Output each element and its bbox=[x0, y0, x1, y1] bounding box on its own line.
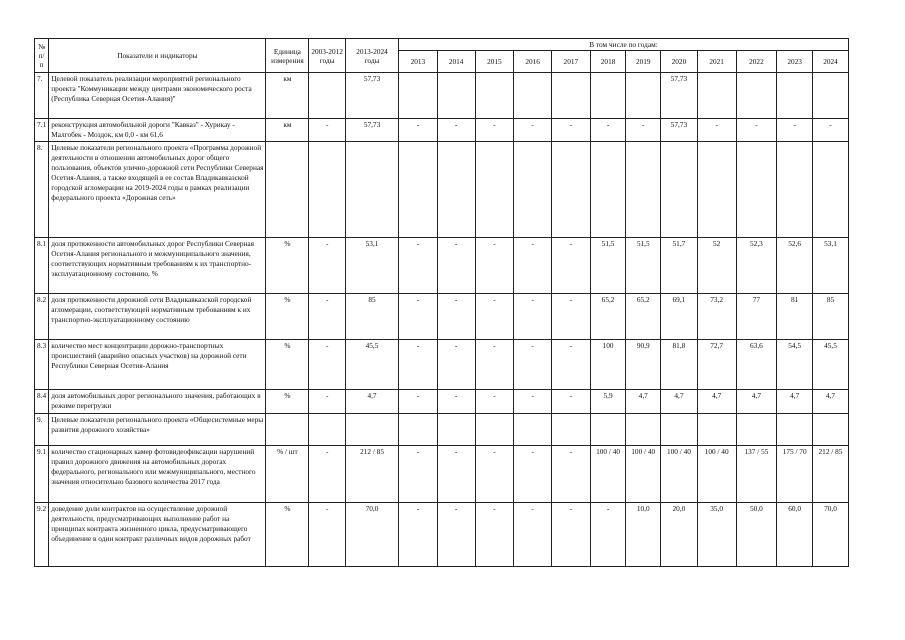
row-year-value bbox=[813, 73, 849, 119]
table-row bbox=[35, 446, 849, 503]
row-year-value: - bbox=[399, 340, 438, 390]
row-year-value: 52 bbox=[697, 238, 736, 294]
row-period-2013-2024: 53,1 bbox=[346, 238, 399, 294]
table-row bbox=[35, 340, 849, 390]
row-year-value bbox=[551, 73, 590, 119]
row-year-value: 60,0 bbox=[777, 503, 813, 567]
row-number: 8. bbox=[35, 142, 49, 238]
row-year-value: - bbox=[514, 446, 552, 503]
row-year-value: - bbox=[475, 446, 514, 503]
row-year-value bbox=[475, 414, 514, 446]
row-year-value bbox=[399, 414, 438, 446]
row-year-value: 100 bbox=[590, 340, 626, 390]
header-unit: Единица измерения bbox=[266, 39, 309, 73]
row-period-2013-2024: 85 bbox=[346, 294, 399, 340]
row-period-2013-2024: 70,0 bbox=[346, 503, 399, 567]
row-year-value: 57,73 bbox=[661, 73, 698, 119]
row-indicator: доля протяженности автомобильных дорог Республики Северная Осетия-Алания регионального и межмуниципального значения, соответствующих нормативным требованиям к их транспортно-эксплуатационному состоянию, % bbox=[49, 238, 266, 294]
row-year-value: 81,8 bbox=[661, 340, 698, 390]
row-year-value bbox=[777, 73, 813, 119]
table-row bbox=[35, 73, 849, 119]
row-indicator: Целевые показатели регионального проекта «Общесистемные меры развития дорожного хозяйства» bbox=[49, 414, 266, 446]
row-period-2003-2012: - bbox=[309, 238, 346, 294]
row-year-value bbox=[626, 414, 661, 446]
indicators-table-sheet bbox=[34, 38, 849, 567]
row-year-value: - bbox=[437, 390, 475, 414]
row-year-value bbox=[514, 73, 552, 119]
row-year-value: - bbox=[551, 503, 590, 567]
row-year-value: - bbox=[437, 503, 475, 567]
table-row bbox=[35, 414, 849, 446]
row-unit bbox=[266, 142, 309, 238]
row-year-value: 4,7 bbox=[626, 390, 661, 414]
header-year: 2022 bbox=[736, 51, 777, 73]
row-year-value: - bbox=[475, 503, 514, 567]
header-year: 2015 bbox=[475, 51, 514, 73]
table-row bbox=[35, 142, 849, 238]
row-year-value: 77 bbox=[736, 294, 777, 340]
row-year-value: - bbox=[437, 119, 475, 142]
row-unit: % bbox=[266, 294, 309, 340]
header-year: 2024 bbox=[813, 51, 849, 73]
row-period-2003-2012: - bbox=[309, 446, 346, 503]
row-year-value: - bbox=[551, 390, 590, 414]
row-year-value: - bbox=[475, 390, 514, 414]
row-year-value bbox=[697, 73, 736, 119]
row-year-value: 70,0 bbox=[813, 503, 849, 567]
header-year: 2016 bbox=[514, 51, 552, 73]
row-year-value bbox=[813, 142, 849, 238]
row-year-value: 100 / 40 bbox=[590, 446, 626, 503]
row-year-value: 10,0 bbox=[626, 503, 661, 567]
row-year-value bbox=[590, 142, 626, 238]
row-year-value: 175 / 70 bbox=[777, 446, 813, 503]
header-year: 2017 bbox=[551, 51, 590, 73]
row-year-value: 5,9 bbox=[590, 390, 626, 414]
row-year-value bbox=[437, 142, 475, 238]
row-year-value: 100 / 40 bbox=[697, 446, 736, 503]
table-row bbox=[35, 294, 849, 340]
row-number: 8.1 bbox=[35, 238, 49, 294]
row-year-value: - bbox=[437, 294, 475, 340]
row-unit: км bbox=[266, 73, 309, 119]
row-year-value: - bbox=[475, 238, 514, 294]
row-year-value: - bbox=[437, 340, 475, 390]
row-year-value: 81 bbox=[777, 294, 813, 340]
header-by-years: В том числе по годам: bbox=[399, 39, 849, 51]
row-year-value bbox=[661, 414, 698, 446]
row-year-value: - bbox=[590, 119, 626, 142]
header-year: 2023 bbox=[777, 51, 813, 73]
row-number: 9.1 bbox=[35, 446, 49, 503]
row-period-2013-2024 bbox=[346, 142, 399, 238]
row-year-value: 51,5 bbox=[590, 238, 626, 294]
row-number: 7. bbox=[35, 73, 49, 119]
row-year-value bbox=[551, 142, 590, 238]
row-year-value: 52,6 bbox=[777, 238, 813, 294]
row-year-value bbox=[437, 414, 475, 446]
row-year-value: 4,7 bbox=[736, 390, 777, 414]
row-year-value: - bbox=[437, 238, 475, 294]
row-year-value: 53,1 bbox=[813, 238, 849, 294]
row-period-2003-2012: - bbox=[309, 294, 346, 340]
row-period-2013-2024: 57,73 bbox=[346, 73, 399, 119]
row-indicator: Целевые показатели регионального проекта «Программа дорожной деятельности в отношении автомобильных дорог общего пользования, объектов улично-дорожной сети Республики Северная Осетия-Алания, а также входящей в ее состав Владикавказской городской агломерации на 2019-2024 годы в рамках реализации федерального проекта «Дорожная сеть» bbox=[49, 142, 266, 238]
row-year-value: 63,6 bbox=[736, 340, 777, 390]
row-indicator: доля автомобильных дорог регионального значения, работающих в режиме перегрузки bbox=[49, 390, 266, 414]
row-year-value: - bbox=[551, 294, 590, 340]
row-year-value bbox=[777, 414, 813, 446]
row-year-value: 100 / 40 bbox=[661, 446, 698, 503]
row-year-value: - bbox=[514, 390, 552, 414]
row-number: 9.2 bbox=[35, 503, 49, 567]
header-year: 2018 bbox=[590, 51, 626, 73]
row-year-value bbox=[736, 414, 777, 446]
row-year-value bbox=[697, 414, 736, 446]
row-year-value: - bbox=[736, 119, 777, 142]
row-number: 8.3 bbox=[35, 340, 49, 390]
row-period-2013-2024: 212 / 85 bbox=[346, 446, 399, 503]
row-year-value: - bbox=[514, 294, 552, 340]
header-period-2013-2024: 2013-2024 годы bbox=[346, 39, 399, 73]
row-year-value bbox=[514, 414, 552, 446]
row-year-value: 100 / 40 bbox=[626, 446, 661, 503]
row-year-value: - bbox=[626, 119, 661, 142]
row-year-value: 4,7 bbox=[697, 390, 736, 414]
row-year-value: - bbox=[399, 119, 438, 142]
row-year-value bbox=[514, 142, 552, 238]
row-unit: % / шт bbox=[266, 446, 309, 503]
row-year-value: - bbox=[590, 503, 626, 567]
header-year: 2021 bbox=[697, 51, 736, 73]
header-num: № п/п bbox=[35, 39, 49, 73]
row-unit bbox=[266, 414, 309, 446]
row-year-value: - bbox=[399, 294, 438, 340]
row-unit: % bbox=[266, 390, 309, 414]
row-year-value: - bbox=[514, 503, 552, 567]
row-year-value: 212 / 85 bbox=[813, 446, 849, 503]
row-year-value: - bbox=[437, 446, 475, 503]
row-indicator: количество стационарных камер фотовидеофиксации нарушений правил дорожного движения на автомобильных дорогах федерального, регионального или межмуниципального, местного значения относительно базового количества 2017 года bbox=[49, 446, 266, 503]
row-year-value bbox=[697, 142, 736, 238]
row-indicator: реконструкция автомобильной дороги "Кавказ" - Хурикау - Малгобек - Моздок, км 0,0 - км 61,6 bbox=[49, 119, 266, 142]
row-year-value: - bbox=[551, 446, 590, 503]
header-indicator: Показатели и индикаторы bbox=[49, 39, 266, 73]
row-indicator: количество мест концентрации дорожно-транспортных происшествий (аварийно опасных участков) на дорожной сети Республики Северная Осетия-Алания bbox=[49, 340, 266, 390]
row-unit: % bbox=[266, 340, 309, 390]
row-number: 7.1 bbox=[35, 119, 49, 142]
row-period-2013-2024: 57,73 bbox=[346, 119, 399, 142]
row-period-2003-2012: - bbox=[309, 503, 346, 567]
row-year-value bbox=[626, 73, 661, 119]
row-unit: км bbox=[266, 119, 309, 142]
table-row bbox=[35, 390, 849, 414]
row-year-value: - bbox=[475, 340, 514, 390]
row-year-value: 4,7 bbox=[661, 390, 698, 414]
row-year-value: 51,5 bbox=[626, 238, 661, 294]
row-year-value: - bbox=[399, 503, 438, 567]
row-year-value: - bbox=[399, 238, 438, 294]
row-unit: % bbox=[266, 238, 309, 294]
header-year: 2014 bbox=[437, 51, 475, 73]
row-year-value: 52,3 bbox=[736, 238, 777, 294]
row-year-value: - bbox=[777, 119, 813, 142]
row-year-value: - bbox=[399, 446, 438, 503]
row-year-value bbox=[736, 142, 777, 238]
row-year-value: 73,2 bbox=[697, 294, 736, 340]
row-year-value: 35,0 bbox=[697, 503, 736, 567]
row-year-value: - bbox=[813, 119, 849, 142]
row-year-value bbox=[590, 73, 626, 119]
row-indicator: доля протяженности дорожной сети Владикавказской городской агломерации, соответствующей нормативным требованиям к их транспортно-эксплуатационному состоянию bbox=[49, 294, 266, 340]
row-year-value: 4,7 bbox=[813, 390, 849, 414]
header-year: 2019 bbox=[626, 51, 661, 73]
table-row bbox=[35, 503, 849, 567]
table-row bbox=[35, 238, 849, 294]
row-year-value bbox=[399, 142, 438, 238]
row-year-value: 4,7 bbox=[777, 390, 813, 414]
row-year-value: 57,73 bbox=[661, 119, 698, 142]
row-year-value: 50,0 bbox=[736, 503, 777, 567]
row-period-2013-2024 bbox=[346, 414, 399, 446]
row-year-value: 69,1 bbox=[661, 294, 698, 340]
table-row bbox=[35, 119, 849, 142]
header-period-2003-2012: 2003-2012 годы bbox=[309, 39, 346, 73]
row-year-value: 90,9 bbox=[626, 340, 661, 390]
row-year-value: - bbox=[551, 340, 590, 390]
row-year-value: 72,7 bbox=[697, 340, 736, 390]
header-year: 2020 bbox=[661, 51, 698, 73]
header-year: 2013 bbox=[399, 51, 438, 73]
row-year-value: 20,0 bbox=[661, 503, 698, 567]
row-indicator: Целевой показатель реализации мероприятий регионального проекта "Коммуникации между центрами экономического роста (Республика Северная Осетия-Алания)" bbox=[49, 73, 266, 119]
row-year-value bbox=[399, 73, 438, 119]
row-period-2013-2024: 4,7 bbox=[346, 390, 399, 414]
row-period-2003-2012 bbox=[309, 414, 346, 446]
row-unit: % bbox=[266, 503, 309, 567]
row-period-2003-2012 bbox=[309, 73, 346, 119]
row-year-value: - bbox=[399, 390, 438, 414]
row-year-value: 45,5 bbox=[813, 340, 849, 390]
row-year-value: 137 / 55 bbox=[736, 446, 777, 503]
row-year-value bbox=[590, 414, 626, 446]
row-period-2003-2012: - bbox=[309, 119, 346, 142]
row-year-value: 85 bbox=[813, 294, 849, 340]
row-year-value: - bbox=[551, 119, 590, 142]
row-year-value: 65,2 bbox=[626, 294, 661, 340]
row-year-value: - bbox=[475, 294, 514, 340]
row-year-value: - bbox=[551, 238, 590, 294]
row-number: 8.4 bbox=[35, 390, 49, 414]
row-year-value: 65,2 bbox=[590, 294, 626, 340]
indicators-table bbox=[34, 38, 849, 567]
row-year-value bbox=[626, 142, 661, 238]
row-period-2013-2024: 45,5 bbox=[346, 340, 399, 390]
row-year-value bbox=[475, 73, 514, 119]
row-period-2003-2012 bbox=[309, 142, 346, 238]
row-indicator: доведение доли контрактов на осуществление дорожной деятельности, предусматривающих выполнение работ на принципах контракта жизненного цикла, предусматривающего объединение в один контракт различных видов дорожных работ bbox=[49, 503, 266, 567]
row-year-value: - bbox=[514, 238, 552, 294]
row-year-value bbox=[777, 142, 813, 238]
row-year-value bbox=[661, 142, 698, 238]
row-period-2003-2012: - bbox=[309, 340, 346, 390]
row-year-value: - bbox=[697, 119, 736, 142]
row-year-value bbox=[551, 414, 590, 446]
row-year-value: - bbox=[514, 119, 552, 142]
row-year-value: 54,5 bbox=[777, 340, 813, 390]
row-year-value bbox=[475, 142, 514, 238]
row-year-value bbox=[813, 414, 849, 446]
row-number: 9. bbox=[35, 414, 49, 446]
row-period-2003-2012: - bbox=[309, 390, 346, 414]
row-year-value bbox=[437, 73, 475, 119]
row-year-value: - bbox=[514, 340, 552, 390]
row-year-value: 51,7 bbox=[661, 238, 698, 294]
row-number: 8.2 bbox=[35, 294, 49, 340]
row-year-value bbox=[736, 73, 777, 119]
row-year-value: - bbox=[475, 119, 514, 142]
